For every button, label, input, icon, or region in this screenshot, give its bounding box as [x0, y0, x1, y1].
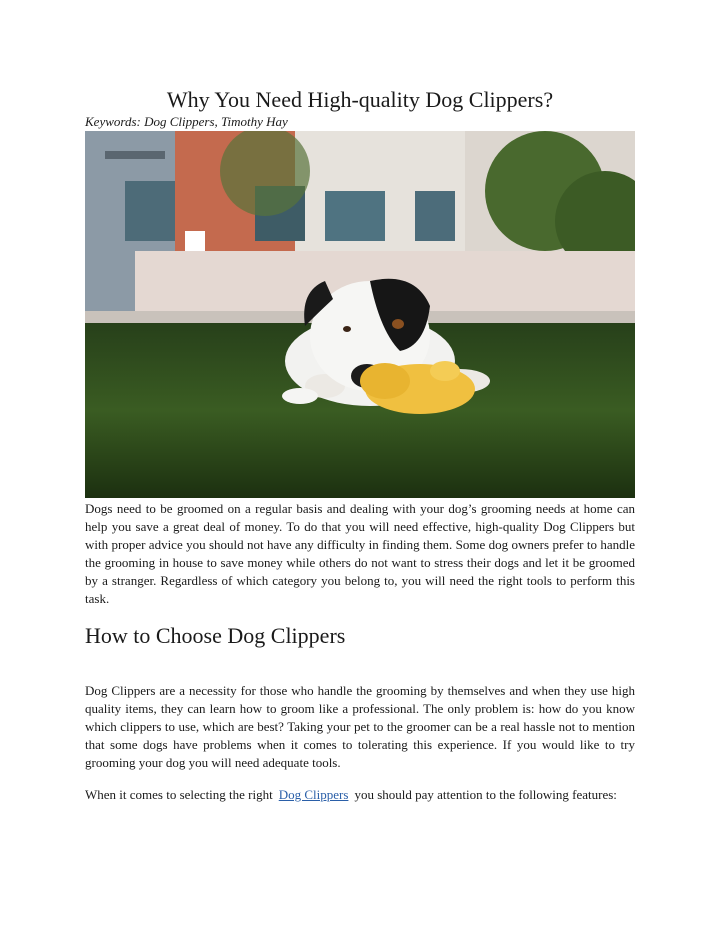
- intro-paragraph: Dogs need to be groomed on a regular basis and dealing with your dog’s grooming needs at home can help you save a great deal of money. To do that you will need effective, high-quality Dog Clippers but with proper advice you should not have any difficulty in finding them. Some dog owners prefer to handle the grooming in house to save money while others do not want to stress their dogs and let it be groomed by a stranger. Regardless of which category you belong to, you will need the right tools to perform this task.: [85, 501, 635, 606]
- page-title: Why You Need High-quality Dog Clippers?: [166, 87, 554, 112]
- features-text-before: When it comes to selecting the right: [85, 787, 273, 802]
- dog-photo: [85, 131, 635, 498]
- section-heading: How to Choose Dog Clippers: [85, 623, 346, 648]
- features-paragraph: [85, 786, 635, 804]
- dog-photo-icon: [85, 131, 635, 498]
- features-text-after: you should pay attention to the following features:: [354, 787, 617, 802]
- keywords-line: Keywords: Dog Clippers, Timothy Hay: [85, 114, 288, 129]
- dog-clippers-link[interactable]: Dog Clippers: [278, 787, 349, 802]
- choose-paragraph: Dog Clippers are a necessity for those who handle the grooming by themselves and when they use high quality items, they can learn how to groom like a professional. The only problem is: how do you know which clippers to use, which are best? Taking your pet to the groomer can be a real hassle not to mention that some dogs have problems when it comes to tolerating this experience. If you would like to try grooming your dog you will need adequate tools.: [85, 683, 635, 770]
